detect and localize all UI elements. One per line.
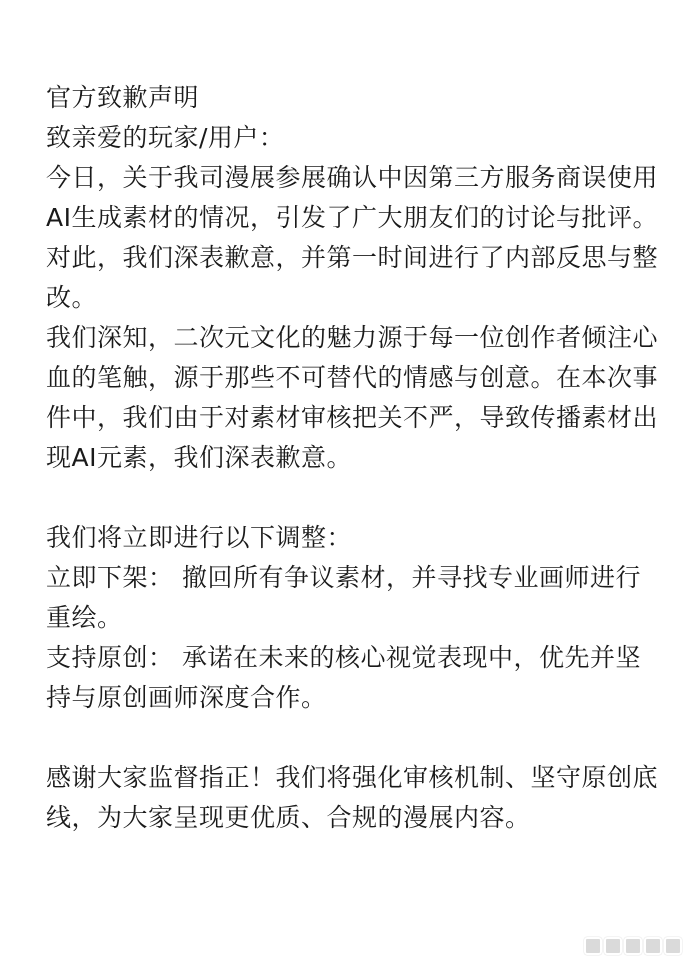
statement-document (46, 78, 666, 838)
adjustment-item-takedown (46, 558, 666, 638)
closing-paragraph: 感谢大家监督指正！我们将强化审核机制、坚守原创底线，为大家呈现更优质、合规的漫展内容。 (46, 763, 659, 832)
adjustment-item-label: 立即下架： (46, 563, 174, 592)
adjustment-item-label: 支持原创： (46, 643, 174, 672)
paragraph-incident: 今日，关于我司漫展参展确认中因第三方服务商误使用AI生成素材的情况，引发了广大朋友们的讨论与批评。对此，我们深表歉意，并第一时间进行了内部反思与整改。 (46, 163, 659, 312)
salutation: 致亲爱的玩家/用户： (46, 123, 285, 152)
adjustment-item-text: 撤回所有争议素材，并寻找专业画师进行重绘。 (46, 563, 641, 632)
watermark-block-icon (584, 937, 602, 955)
paragraph-understanding: 我们深知，二次元文化的魅力源于每一位创作者倾注心血的笔触，源于那些不可替代的情感与创意。在本次事件中，我们由于对素材审核把关不严，导致传播素材出现AI元素，我们深表歉意。 (46, 323, 659, 472)
adjustment-item-support-original (46, 638, 666, 718)
watermark-block-icon (644, 937, 662, 955)
adjustment-item-text: 承诺在未来的核心视觉表现中，优先并坚持与原创画师深度合作。 (46, 643, 641, 712)
watermark-block-icon (624, 937, 642, 955)
statement-title: 官方致歉声明 (46, 83, 200, 112)
watermark-block-icon (604, 937, 622, 955)
watermark-logo (584, 936, 682, 956)
adjustments-intro: 我们将立即进行以下调整： (46, 523, 353, 552)
watermark-block-icon (664, 937, 682, 955)
